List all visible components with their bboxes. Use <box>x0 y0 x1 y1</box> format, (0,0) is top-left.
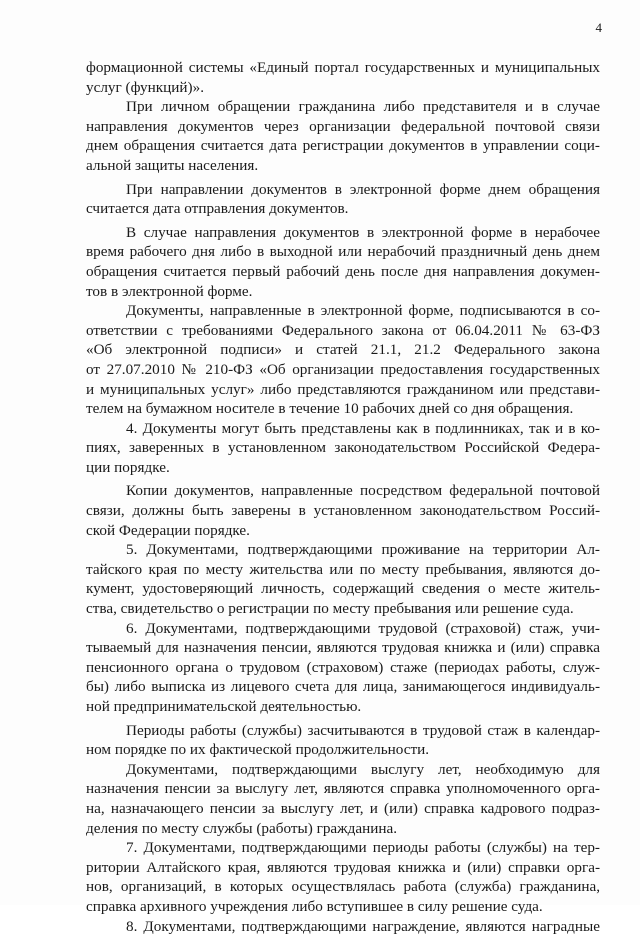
paragraph-start-line: При направлении документов в электронной форме днем обращения <box>126 180 600 198</box>
document-body <box>86 58 600 936</box>
text-line: пиях, заверенных в установленном законодательством Российской Федера- <box>86 439 600 457</box>
text-line: ответствии с требованиями Федерального закона от 06.04.2011 № 63-ФЗ <box>86 321 600 339</box>
text-line: кумент, удостоверяющий личность, содержащий сведения о месте житель- <box>86 580 600 598</box>
text-line: услуг (функций)». <box>86 78 204 96</box>
paragraph-start-line: Документы, направленные в электронной форме, подписываются в со- <box>126 302 600 320</box>
text-line: тайского края по месту жительства или по месту пребывания, являются до- <box>86 560 600 578</box>
text-line: связи, должны быть заверены в установленном законодательством Россий- <box>86 502 600 520</box>
text-line: направления документов через организации федеральной почтовой связи <box>86 117 600 135</box>
text-line: днем обращения считается дата регистрации документов в управлении соци- <box>86 137 600 155</box>
text-line: ной предпринимательской деятельностью. <box>86 698 362 715</box>
text-line: на, назначающего пенсии за выслугу лет, и (или) справка кадрового подраз- <box>86 799 600 817</box>
paragraph-start-line: Копии документов, направленные посредством федеральной почтовой <box>126 482 600 500</box>
text-line: считается дата отправления документов. <box>86 200 349 218</box>
paragraph-start-line: При личном обращении гражданина либо представителя и в случае <box>126 98 600 116</box>
text-line: ном порядке по их фактической продолжительности. <box>86 741 430 759</box>
text-line: справка архивного учреждения либо вступившее в силу решение суда. <box>86 897 543 915</box>
paragraph-start-line: 5. Документами, подтверждающими проживание на территории Ал- <box>126 541 600 559</box>
text-line: альной защиты населения. <box>86 156 259 174</box>
text-line: «Об электронной подписи» и статей 21.1, 21.2 Федерального закона <box>86 341 600 359</box>
text-line: и муниципальных услуг» либо представляются гражданином или представи- <box>86 380 600 398</box>
text-line: тов в электронной форме. <box>86 282 253 300</box>
paragraph-start-line: 8. Документами, подтверждающими награждение, являются наградные <box>126 917 600 935</box>
text-line: нов, организаций, в которых осуществлялась работа (служба) гражданина, <box>86 878 600 896</box>
page-number: 4 <box>595 20 602 35</box>
text-line: пенсионного органа о трудовом (страховом) стаже (периодах работы, служ- <box>86 658 600 676</box>
paragraph-start-line: В случае направления документов в электронной форме в нерабочее <box>126 223 600 241</box>
paragraph-start-line: 7. Документами, подтверждающими периоды работы (службы) на тер- <box>126 839 600 857</box>
text-line: бы) либо выписка из лицевого счета для лица, занимающегося индивидуаль- <box>86 678 600 696</box>
paragraph-start-line: 6. Документами, подтверждающими трудовой (страховой) стаж, учи- <box>126 619 600 637</box>
text-line: деления по месту службы (работы) гражданина. <box>86 819 398 837</box>
text-line: обращения считается первый рабочий день после дня направления докумен- <box>86 262 600 280</box>
text-line: от 27.07.2010 № 210-ФЗ «Об организации предоставления государственных <box>86 360 600 378</box>
paragraph-start-line: 4. Документы могут быть представлены как в подлинниках, так и в ко- <box>126 419 600 437</box>
text-line: ции порядке. <box>86 458 170 476</box>
text-line: ской Федерации порядке. <box>86 521 250 539</box>
text-line: ритории Алтайского края, являются трудовая книжка и (или) справки орга- <box>86 858 600 876</box>
text-line: телем на бумажном носителе в течение 10 рабочих дней со дня обращения. <box>86 400 574 418</box>
text-line: формационной системы «Единый портал государственных и муниципальных <box>86 59 600 76</box>
paragraph-start-line: Периоды работы (службы) засчитываются в трудовой стаж в календар- <box>126 721 600 739</box>
text-line: тываемый для назначения пенсии, являются трудовая книжка и (или) справка <box>86 639 600 657</box>
text-line: время рабочего дня либо в выходной или нерабочий праздничный день днем <box>86 243 600 261</box>
paragraph-start-line: Документами, подтверждающими выслугу лет, необходимую для <box>126 760 600 778</box>
text-line: назначения пенсии за выслугу лет, являются справка уполномоченного орга- <box>86 780 600 798</box>
text-line: ства, свидетельство о регистрации по месту пребывания или решение суда. <box>86 600 574 618</box>
